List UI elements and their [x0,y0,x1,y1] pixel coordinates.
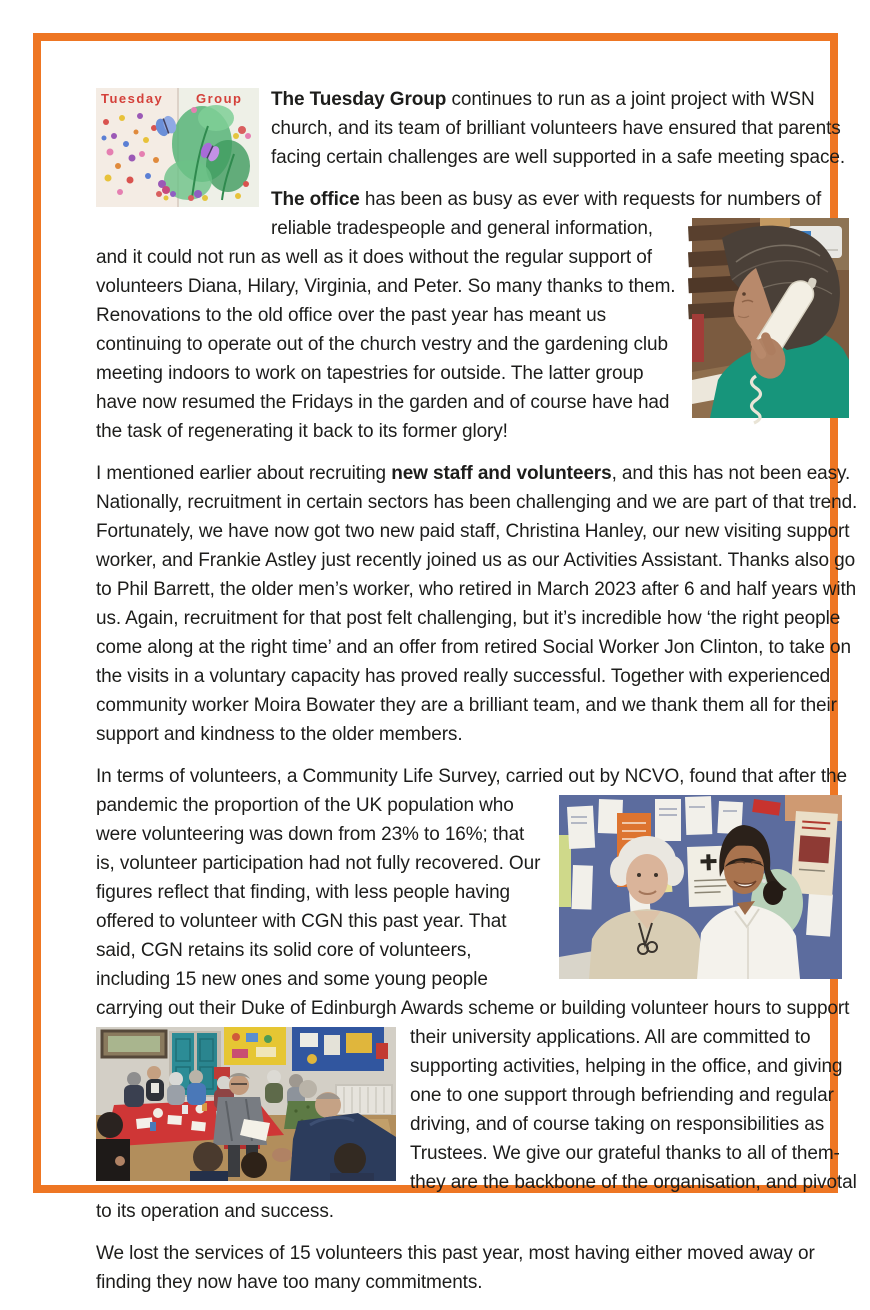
community-group-photo [96,1027,396,1181]
paragraph-volunteers [96,762,870,1226]
volunteers-text-after-group: university applications. All are committed to supporting activities, helping in the office, and giving one to one support through befriending and regular driving, and of course taking on responsibilities as Trustees. We give our grateful thanks to all of them- they are the backbone of the organisation, and pivotal to its operation and success. [96,1027,857,1222]
section-new-staff [96,459,870,749]
paragraph-office [96,185,870,446]
section-tuesday-office [96,85,870,446]
tuesday-group-bold-text: The Tuesday Group [271,89,447,110]
office-text-before-photo: has been as busy as ever with requests for numbers of [359,189,822,210]
staff-text-after-bold: , and this has not been easy. Nationally, recruitment in certain sectors has been challenging and we are part of that trend. Fortunately, we have now got two new paid staff, Christina Hanley, our new visiting support worker, and Frankie Astley just recently joined us as our Activities Assistant. Thanks also go to Phil Barrett, the older men’s worker, who retired in March 2023 after 6 and half years with us. Again, recruitment for that post felt challenging, but it’s incredible how ‘the right people come along at the right time’ and an offer from retired Social Worker Jon Clinton, to take on the visits in a voluntary capacity has proved really successful. Together with experienced community worker Moira Bowater they are a brilliant team, and we thank them all for their support and kindness to the older members. [96,463,858,745]
office-phone-photo-image [692,218,849,418]
office-phone-photo [692,218,849,418]
section-volunteers [96,762,870,1226]
office-bold-text: The office [271,189,360,210]
office-text-after-photo: reliable tradespeople and general information, and it could not run as well as it does without the regular support of volunteers Diana, Hilary, Virginia, and Peter. So many thanks to them. Renovations to the old office over the past year has meant us continuing to operate out of the church vestry and the gardening club meeting indoors to work on tapestries for outside. The latter group have now resumed the Fridays in the garden and of course have had the task of regenerating it back to its former glory! [96,218,676,442]
volunteers-text-line1: In terms of volunteers, a Community Life Survey, carried out by NCVO, found that after the [96,766,847,787]
paragraph-lost-volunteers [96,1239,870,1297]
lost-volunteers-text: We lost the services of 15 volunteers this past year, most having either moved away or finding they now have too many commitments. [96,1243,815,1293]
section-lost-volunteers [96,1239,870,1297]
community-group-photo-image [96,1027,396,1181]
staff-text-before-bold: I mentioned earlier about recruiting [96,463,392,484]
tuesday-group-text: continues to run as a joint project with WSN church, and its team of brilliant volunteers have ensured that parents facing certain challenges are well supported in a safe meeting space. [271,89,846,168]
tuesday-group-artwork [96,88,259,207]
staff-bold-text: new staff and volunteers [391,463,612,484]
artwork-title-left: Tuesday [101,91,164,106]
orange-page-border [33,33,858,1293]
page-content [96,85,870,1310]
volunteers-text-beside-duo: pandemic the proportion of the UK population who were volunteering was down from 23% to 16%; that is, volunteer participation had not fully recovered. Our figures reflect that finding, with less people having offered to volunteer with CGN this past year. That said, CGN retains its solid core of volunteers, including 15 new ones and some young people carrying out their Duke of Edinburgh Awards scheme or building volunteer hours to support their [96,795,850,1048]
tuesday-group-artwork-image [96,88,259,207]
artwork-title-right: Group [196,91,243,106]
volunteers-duo-photo-image [559,795,842,979]
paragraph-new-staff [96,459,870,749]
volunteers-duo-photo [559,795,842,979]
